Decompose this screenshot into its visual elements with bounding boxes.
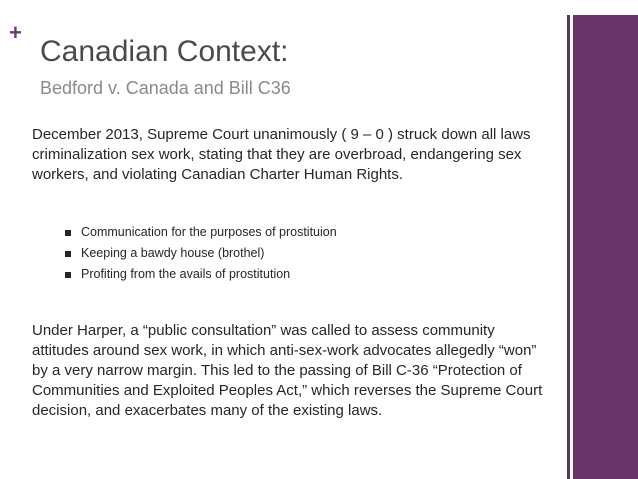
accent-bar-thin bbox=[567, 15, 570, 479]
square-bullet-icon bbox=[65, 230, 71, 236]
paragraph-ruling: December 2013, Supreme Court unanimously ( 9 – 0 ) struck down all laws criminalization sex work, stating that they are overbroad, endangering sex workers, and violating Canadian Charter Human Rights. bbox=[32, 126, 531, 183]
list-item-text: Communication for the purposes of prostituion bbox=[81, 225, 337, 239]
square-bullet-icon bbox=[65, 272, 71, 278]
slide-subtitle: Bedford v. Canada and Bill C36 bbox=[40, 78, 291, 98]
list-item bbox=[65, 243, 337, 264]
list-item-text: Profiting from the avails of prostitution bbox=[81, 267, 291, 281]
plus-decoration: + bbox=[9, 20, 22, 45]
struck-laws-list bbox=[65, 222, 337, 285]
paragraph-bill-c36: Under Harper, a “public consultation” was called to assess community attitudes around sex work, in which anti-sex-work advocates allegedly “won” by a very narrow margin. This led to the passing of Bill C-36 “Protection of Communities and Exploited Peoples Act,” which reverses the Supreme Court decision, and exacerbates many of the existing laws. bbox=[32, 322, 543, 419]
square-bullet-icon bbox=[65, 251, 71, 257]
list-item bbox=[65, 222, 337, 243]
list-item-text: Keeping a bawdy house (brothel) bbox=[81, 246, 265, 260]
list-item bbox=[65, 264, 337, 285]
accent-bar-thick bbox=[573, 15, 638, 479]
slide-title: Canadian Context: bbox=[40, 35, 289, 68]
